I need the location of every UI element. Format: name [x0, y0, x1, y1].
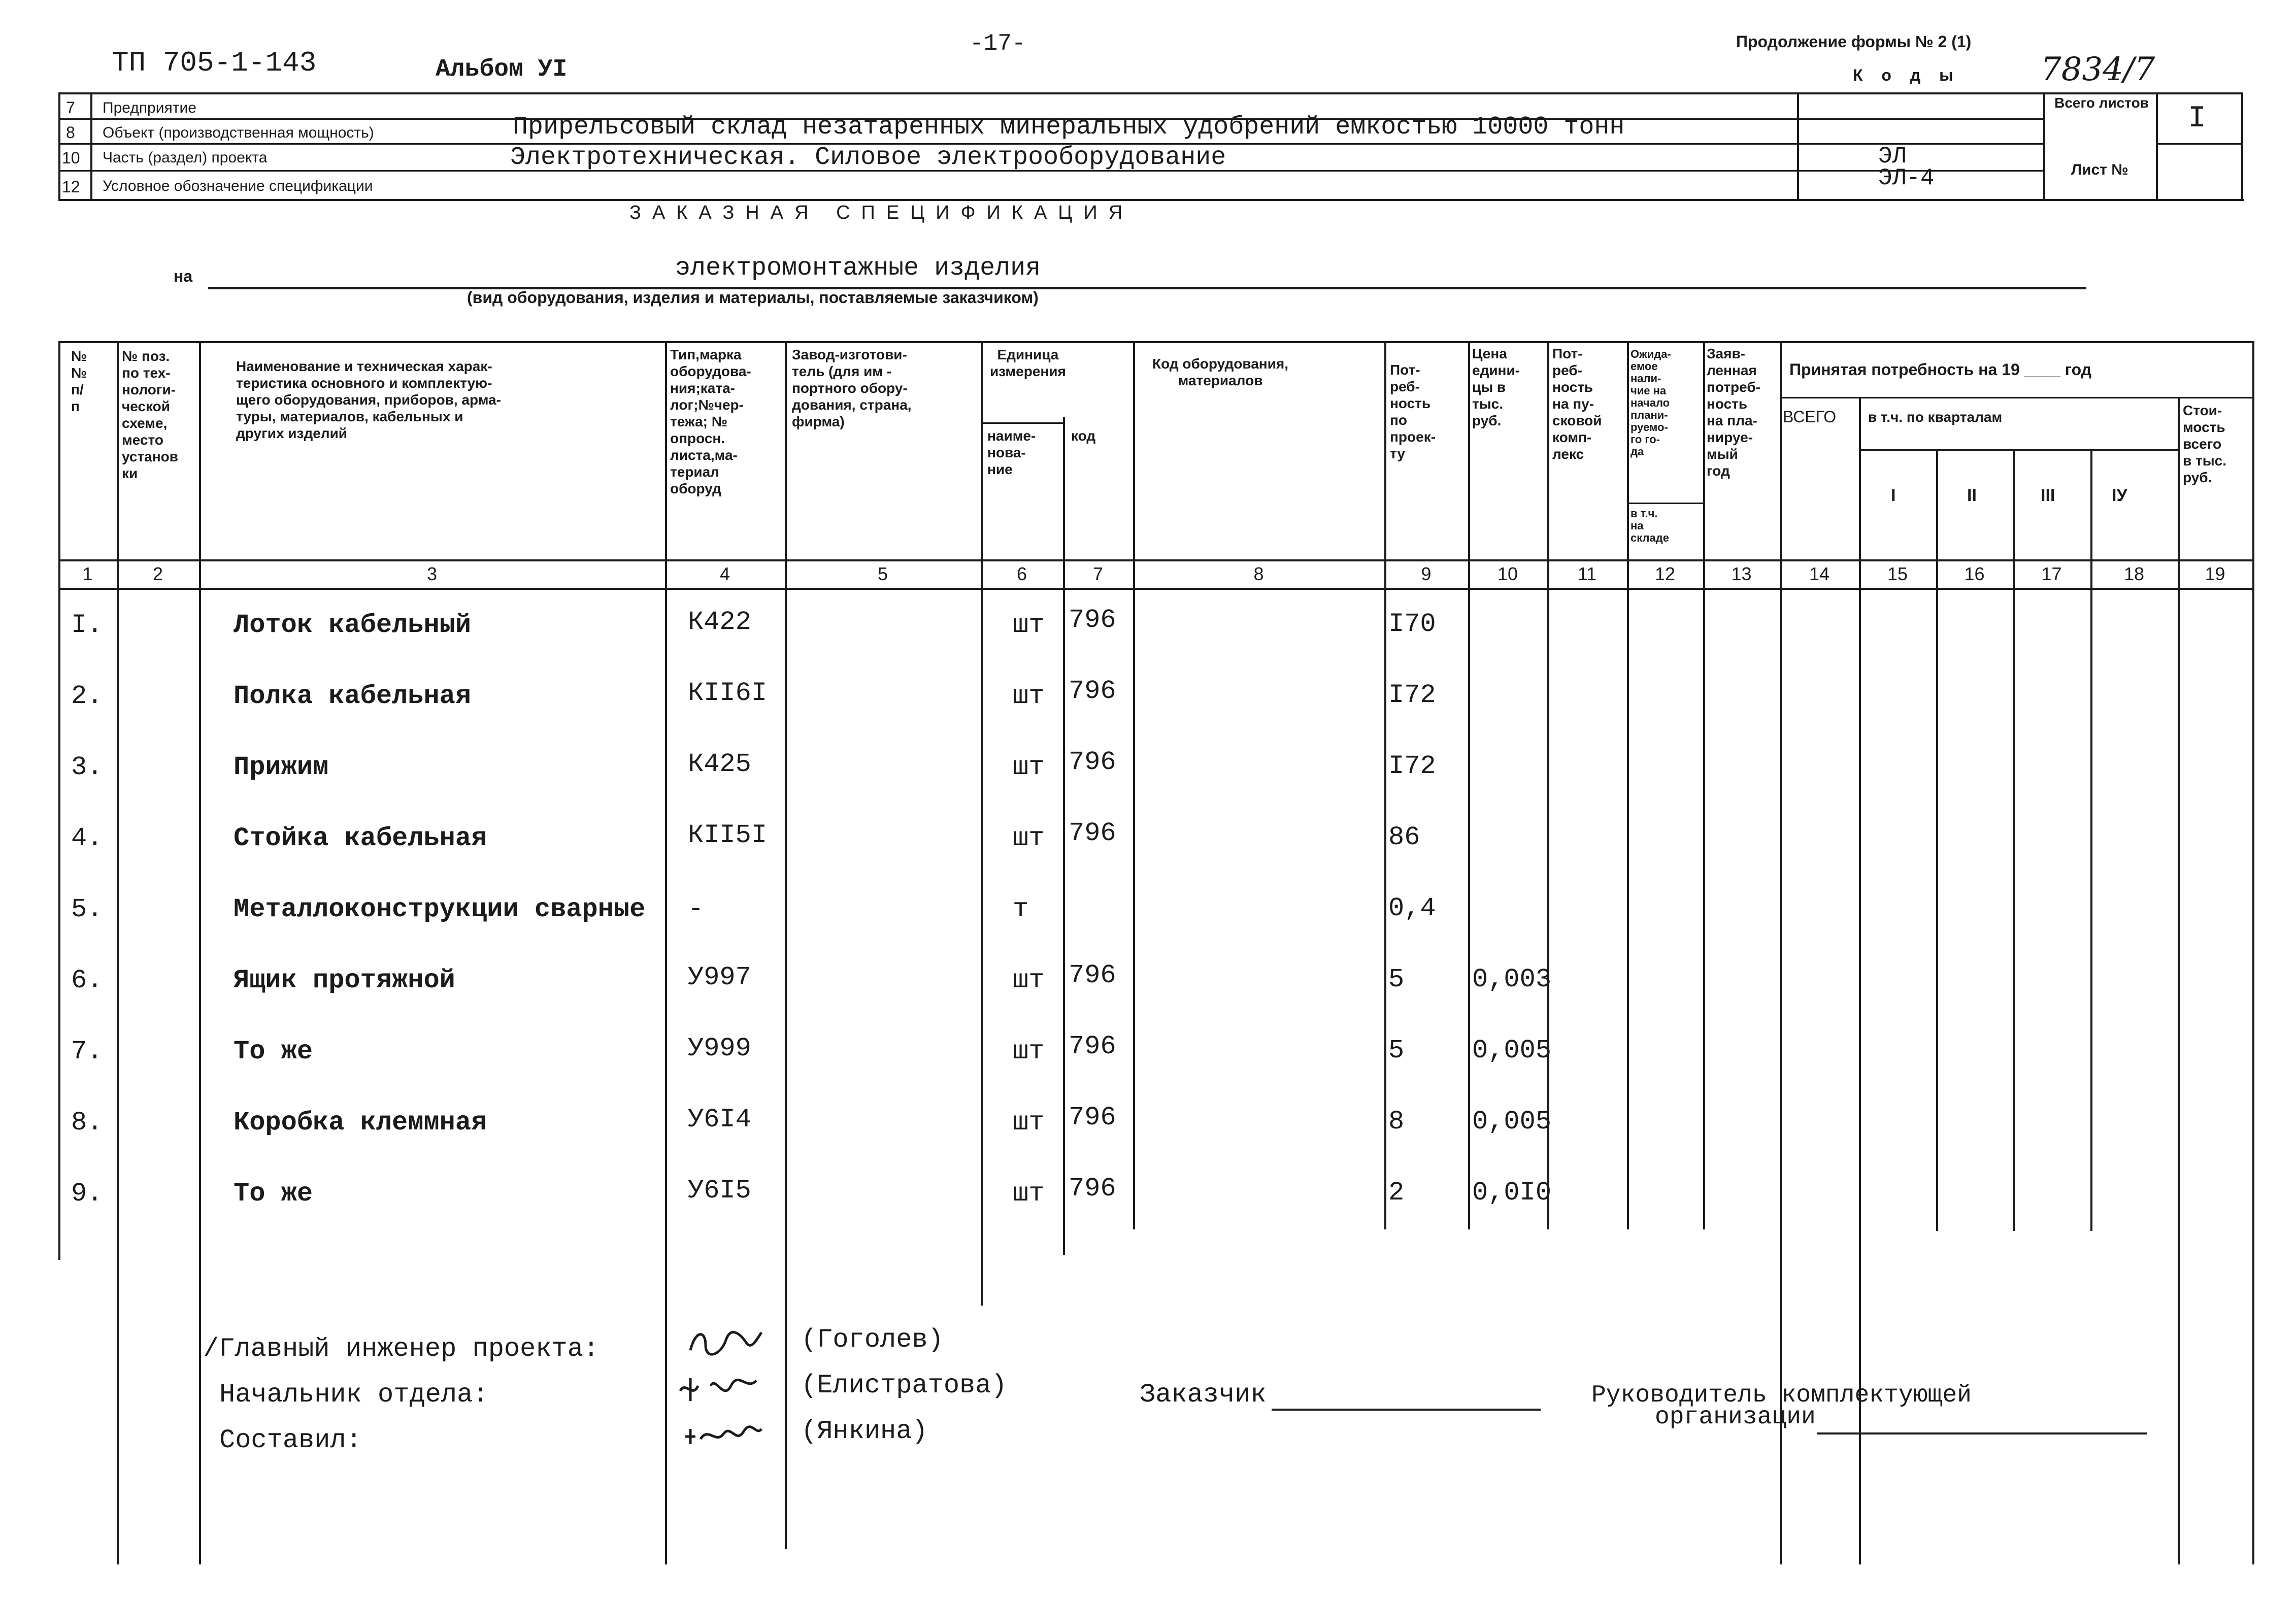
item-qty: 8 — [1388, 1107, 1405, 1137]
object-value: Прирельсовый склад незатаренных минеральных удобрений емкостью 10000 тонн — [513, 113, 1625, 142]
item-unit: шт — [1013, 681, 1045, 711]
col-number: 10 — [1497, 563, 1518, 584]
quarters-header: в т.ч. по кварталам — [1868, 409, 2003, 425]
col-number: 8 — [1253, 563, 1264, 584]
row-num-8: 8 — [66, 123, 75, 142]
accepted-need-header: Принятая потребность на 19 ____ год — [1789, 360, 2092, 379]
compiled-by-label: Составил: — [219, 1425, 362, 1455]
code-el-4: ЭЛ-4 — [1878, 165, 1935, 191]
item-name: Ящик протяжной — [234, 965, 455, 995]
col-header-16: II — [1967, 486, 1977, 505]
row-number: 7. — [71, 1037, 103, 1066]
col-header-6: наиме- нова- ние — [987, 428, 1036, 477]
equipment-note: (вид оборудования, изделия и материалы, поставляемые заказчиком) — [467, 288, 1039, 307]
col-number: 6 — [1016, 563, 1027, 584]
col-number: 2 — [152, 563, 163, 584]
sheets-total-label: Всего листов — [2054, 95, 2149, 111]
supplier-label-2: организации — [1655, 1404, 1816, 1431]
section-label: Часть (раздел) проекта — [103, 149, 268, 166]
item-price: 0,005 — [1472, 1107, 1552, 1137]
signature-department-head — [675, 1371, 761, 1413]
item-qty: I72 — [1388, 751, 1436, 781]
item-name: Лоток кабельный — [234, 610, 472, 640]
item-qty: I70 — [1388, 609, 1436, 639]
col-number: 19 — [2205, 563, 2225, 584]
item-type: К422 — [688, 607, 751, 637]
sheets-total-value: I — [2188, 102, 2207, 136]
item-name: Стойка кабельная — [234, 823, 487, 853]
col-header-3: Наименование и техническая харак- теристика основного и комплектую- щего оборудования, приборов, арма- туры, материалов, кабельных и других изделий — [236, 358, 501, 441]
customer-label: Заказчик — [1140, 1380, 1267, 1410]
item-unit: шт — [1013, 965, 1045, 995]
col-header-13: Заяв- ленная потреб- ность на пла- нируе- мый год — [1707, 346, 1760, 479]
col-header-9: Пот- реб- ность по проек- ту — [1390, 362, 1436, 461]
album-label: Альбом УI — [436, 56, 568, 83]
enterprise-label: Предприятие — [103, 99, 196, 116]
continuation-label: Продолжение формы № 2 (1) — [1736, 32, 1972, 51]
item-qty: I72 — [1388, 680, 1436, 710]
item-unit: шт — [1013, 1037, 1045, 1066]
item-type: - — [688, 894, 704, 924]
item-name: То же — [234, 1037, 313, 1066]
chief-engineer-label: /Главный инженер проекта: — [203, 1334, 600, 1364]
col-number: 17 — [2041, 563, 2062, 584]
col-header-19: Стои- мость всего в тыс. руб. — [2183, 403, 2226, 485]
col-number: 7 — [1092, 563, 1104, 584]
item-type: У6I4 — [688, 1105, 751, 1135]
item-type: КII5I — [688, 820, 768, 850]
col-header-15: I — [1891, 486, 1896, 505]
item-price: 0,003 — [1472, 964, 1552, 994]
col-number: 5 — [877, 563, 888, 584]
item-type: КII6I — [688, 678, 768, 708]
spec-designation-label: Условное обозначение спецификации — [103, 178, 373, 194]
department-head-name: (Елистратова) — [801, 1371, 1007, 1400]
item-unit-code: 796 — [1069, 818, 1116, 848]
row-number: 9. — [71, 1179, 103, 1209]
item-qty: 0,4 — [1388, 893, 1436, 923]
col-number: 13 — [1731, 563, 1752, 584]
on-label: на — [174, 267, 193, 285]
col-header-6-7: Единица измерения — [990, 347, 1066, 379]
doc-number: 7834/7 — [2041, 51, 2155, 88]
item-price: 0,005 — [1472, 1036, 1552, 1065]
item-unit: шт — [1013, 1179, 1045, 1209]
col-number: 11 — [1577, 563, 1597, 584]
col-header-2: № поз. по тех- нологи- ческой схеме, место установ ки — [122, 348, 178, 481]
col-header-17: III — [2041, 486, 2055, 505]
item-type: К425 — [688, 749, 751, 779]
col-number: 18 — [2123, 563, 2145, 584]
item-name: Полка кабельная — [234, 681, 472, 711]
item-qty: 86 — [1388, 822, 1420, 852]
item-price: 0,0I0 — [1472, 1178, 1552, 1208]
col-number: 16 — [1964, 563, 1985, 584]
item-unit-code: 796 — [1069, 1103, 1116, 1132]
supplier-signature-line — [1817, 1432, 2147, 1435]
codes-label: К о д ы — [1853, 66, 1960, 84]
col-number: 1 — [82, 563, 93, 584]
item-name: Коробка клеммная — [234, 1108, 487, 1138]
compiled-by-name: (Янкина) — [801, 1416, 928, 1446]
col-header-12: Ожида- емое нали- чие на начало плани- руемо- го го- да — [1631, 348, 1671, 458]
col-number: 3 — [426, 563, 438, 584]
item-unit-code: 796 — [1069, 1174, 1116, 1204]
row-num-7: 7 — [66, 98, 75, 117]
col-header-10: Цена едини- цы в тыс. руб. — [1472, 346, 1520, 428]
row-num-10: 10 — [62, 149, 80, 167]
row-number: 2. — [71, 681, 103, 711]
col-number: 9 — [1421, 563, 1432, 584]
row-number: 3. — [71, 752, 103, 782]
col-header-4: Тип,марка оборудова- ния;ката- лог;№чер- тежа; № опросн. листа,ма- териал оборуд — [670, 347, 751, 496]
item-name: То же — [234, 1179, 313, 1209]
row-number: 6. — [71, 965, 103, 995]
object-label: Объект (производственная мощность) — [103, 124, 374, 141]
item-type: У6I5 — [688, 1176, 751, 1206]
col-header-12-stock: в т.ч. на складе — [1631, 507, 1669, 544]
col-header-8: Код оборудования, материалов — [1152, 356, 1289, 388]
col-header-18: IУ — [2112, 486, 2127, 505]
item-unit-code: 796 — [1069, 747, 1116, 777]
code-el: ЭЛ — [1878, 143, 1907, 170]
doc-code: ТП 705-1-143 — [112, 47, 317, 79]
item-unit: т — [1013, 894, 1029, 924]
item-unit: шт — [1013, 752, 1045, 782]
item-type: У999 — [688, 1033, 751, 1063]
row-number: 4. — [71, 823, 103, 853]
chief-engineer-name: (Гоголев) — [801, 1325, 944, 1355]
item-qty: 2 — [1388, 1178, 1405, 1208]
item-unit: шт — [1013, 610, 1045, 640]
row-num-12: 12 — [62, 178, 80, 196]
col-number: 12 — [1654, 563, 1676, 584]
customer-signature-line — [1272, 1409, 1541, 1411]
col-header-5: Завод-изготови- тель (для им - портного обору- дования, страна, фирма) — [792, 347, 912, 429]
item-unit-code: 796 — [1069, 676, 1116, 706]
col-header-11: Пот- реб- ность на пу- сковой комп- лекс — [1552, 346, 1602, 462]
item-unit-code: 796 — [1069, 960, 1116, 990]
col-number: 14 — [1809, 563, 1830, 584]
row-number: 8. — [71, 1108, 103, 1138]
row-number: I. — [71, 610, 103, 640]
item-type: У997 — [688, 962, 751, 992]
item-unit-code: 796 — [1069, 605, 1116, 635]
signature-compiled-by — [680, 1416, 767, 1458]
item-unit: шт — [1013, 823, 1045, 853]
col-header-1: № № п/ п — [71, 348, 87, 414]
item-qty: 5 — [1388, 964, 1405, 994]
item-name: Прижим — [234, 752, 329, 782]
item-unit: шт — [1013, 1108, 1045, 1138]
row-number: 5. — [71, 894, 103, 924]
col-header-7: код — [1071, 428, 1096, 444]
col-header-14: ВСЕГО — [1783, 408, 1837, 426]
item-qty: 5 — [1388, 1036, 1405, 1065]
section-value: Электротехническая. Силовое электрооборудование — [510, 143, 1226, 172]
department-head-label: Начальник отдела: — [219, 1380, 489, 1410]
col-number: 4 — [719, 563, 730, 584]
page-marker: -17- — [970, 30, 1026, 57]
item-unit-code: 796 — [1069, 1031, 1116, 1061]
col-number: 15 — [1887, 563, 1908, 584]
signature-chief-engineer — [685, 1325, 767, 1366]
sheet-number-label: Лист № — [2071, 161, 2128, 178]
item-name: Металлоконструкции сварные — [234, 894, 646, 924]
spec-title: ЗАКАЗНАЯ СПЕЦИФИКАЦИЯ — [629, 202, 1134, 223]
supplier-label: Руководитель комплектующей — [1591, 1382, 1972, 1409]
equipment-kind: электромонтажные изделия — [675, 254, 1041, 283]
